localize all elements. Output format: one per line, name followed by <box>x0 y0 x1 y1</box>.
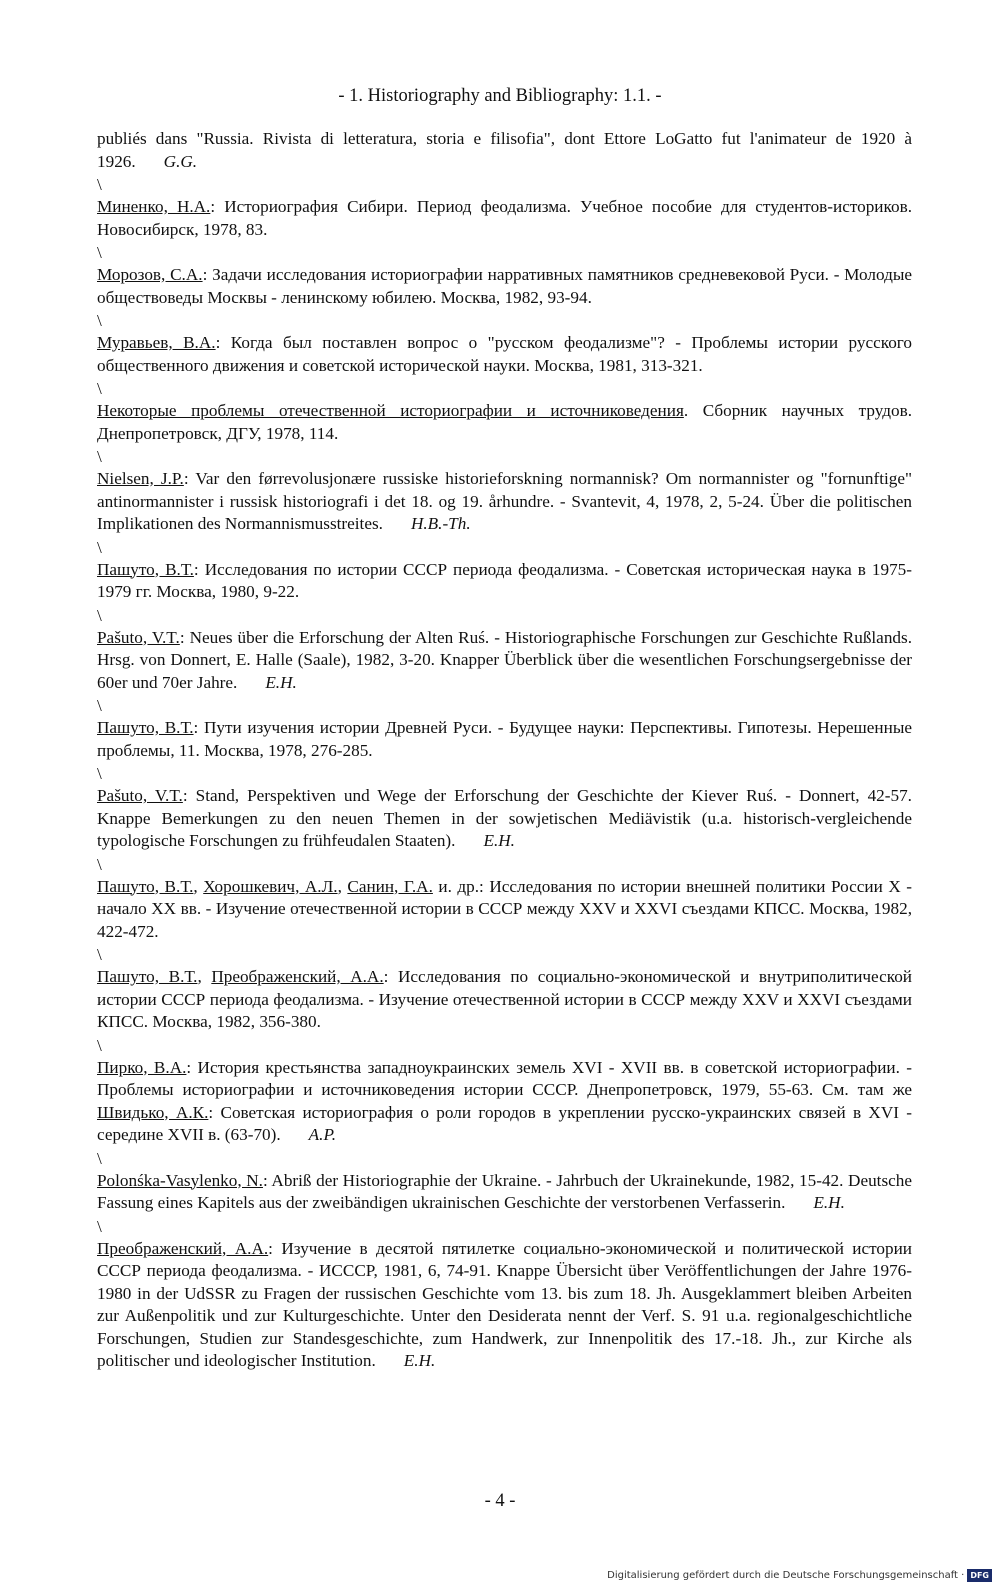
author-name: Санин, Г.А. <box>347 876 433 896</box>
author-name: Преображенский, А.А. <box>211 967 384 986</box>
author-name: Морозов, С.А. <box>97 265 203 284</box>
author-name: Хорошкевич, А.Л. <box>203 876 338 896</box>
entry-text: : Исследования по истории СССР периода феодализма. - Советская историческая наука в 1975-1979 гг. Москва, 1980, 9-22. <box>97 559 912 601</box>
credit-text: Digitalisierung gefördert durch die Deutsche Forschungsgemeinschaft · <box>607 1570 965 1581</box>
author-name: Швидько, А.К. <box>97 1102 209 1122</box>
reviewer-initials: E.H. <box>483 831 515 850</box>
bibliography-entry <box>97 966 912 1034</box>
author-name: Пашуто, В.Т. <box>97 718 194 737</box>
entry-text: publiés dans "Russia. Rivista di letteratura, storia e filisofia", dont Ettore LoGatto fut l'animateur de 1920 à 1926. <box>97 129 912 171</box>
bibliography-entry <box>97 1057 912 1147</box>
bibliography-entry <box>97 876 912 944</box>
entry-separator: \ <box>97 1148 102 1168</box>
bibliography-entry <box>97 785 912 853</box>
entry-text: : Neues über die Erforschung der Alten Ruś. - Historiographische Forschungen zur Geschichte Rußlands. Hrsg. von Donnert, E. Halle (Saale), 1982, 3-20. Knapper Überblick über die wesentlichen Forschungsergebnisse der 60er und 70er Jahre. <box>97 627 912 692</box>
author-name: Pašuto, V.T. <box>97 786 183 805</box>
page-number: - 4 - <box>484 1491 516 1511</box>
bibliography-entry <box>97 1238 912 1373</box>
entry-separator: \ <box>97 696 102 715</box>
entry-text: : Задачи исследования историографии нарративных памятников средневековой Руси. - Молодые обществоведы Москвы - ленинскому юбилею. Москва, 1982, 93-94. <box>97 265 912 307</box>
entry-text: : Изучение в десятой пятилетке социально-экономической и политической истории СССР периода феодализма. - ИССCP, 1981, 6, 74-91. Knappe Übersicht über Veröffentlichungen der Jahre 1976-1980 in der UdSSR zu Fragen der russischen Geschichte vom 13. bis zum 18. Jh. Ausgeklammert bleiben Arbeiten zur Außenpolitik und zur Kulturgeschichte. Unter den Desiderata nennt der Verf. S. 91 u.a. regionalgeschichtliche Forschungen, Studien zur Standesgeschichte, zum Handwerk, zur Innenpolitik des 17.-18. Jh., zur Kirche als politischer und ideologischer Institution. <box>97 1238 912 1370</box>
entry-separator: \ <box>97 537 102 557</box>
bibliography-entry <box>97 1170 912 1215</box>
entry-text: : Var den førrevolusjonære russiske historieforskning normannisk? Om normannister og "fornunftige" antinormannister i russisk historiografi i det 18. og 19. århundre. - Svantevit, 4, 1978, 2, 5-24. Über die politischen Implikationen des Normannismusstreites. <box>97 469 912 533</box>
reviewer-initials: A.P. <box>308 1125 337 1144</box>
bibliography-entry <box>97 627 912 695</box>
author-name: Муравьев, В.А. <box>97 333 216 352</box>
reviewer-initials: E.H. <box>403 1351 436 1370</box>
entry-separator: \ <box>97 447 102 466</box>
entry-text: и. др.: Исследования по истории внешней политики России X - начало XX вв. - Изучение отечественной истории в СССР между XXV и XXVI съездами КПСС. Москва, 1982, 422-472. <box>97 876 912 941</box>
entry-separator: \ <box>97 945 102 964</box>
reviewer-initials: G.G. <box>163 151 198 171</box>
entry-separator: \ <box>97 311 102 330</box>
author-name: Пашуто, В.Т. <box>97 559 194 579</box>
entry-separator: \ <box>97 379 102 398</box>
bibliography-entry <box>97 559 912 604</box>
author-name: Пашуто, В.Т. <box>97 876 194 896</box>
author-name: Pašuto, V.T. <box>97 627 180 647</box>
entry-text: : Советская историография о роли городов в укреплении русско-украинских связей в XVI - середине XVII в. (63-70). <box>97 1102 912 1144</box>
bibliography-entry <box>97 128 912 173</box>
digitization-credit <box>607 1569 992 1582</box>
bibliography-entry <box>97 468 912 536</box>
entry-text: , <box>193 876 204 896</box>
entry-separator: \ <box>97 243 102 262</box>
reviewer-initials: E.H. <box>265 672 297 692</box>
bibliography-entry <box>97 400 912 445</box>
author-name: Преображенский, А.А. <box>97 1238 269 1258</box>
bibliography-entry <box>97 196 912 241</box>
entry-text: : Пути изучения истории Древней Руси. - Будущее науки: Перспективы. Гипотезы. Нерешенные проблемы, 11. Москва, 1978, 276-285. <box>97 718 912 760</box>
entry-text: , <box>337 876 348 896</box>
entry-separator: \ <box>97 1035 102 1055</box>
dfg-logo: DFG <box>967 1569 992 1582</box>
reviewer-initials: H.B.-Th. <box>410 514 471 533</box>
entry-separator: \ <box>97 605 102 625</box>
entry-text: . Сборник научных трудов. Днепропетровск, ДГУ, 1978, 114. <box>97 401 913 443</box>
author-name: Polonśka-Vasylenko, N. <box>97 1170 263 1190</box>
author-name: Nielsen, J.P. <box>97 469 184 488</box>
entry-text: , <box>197 967 212 986</box>
bibliography-entry <box>97 717 912 762</box>
entry-separator: \ <box>97 854 102 874</box>
entry-text: : Исследования по социально-экономической и внутриполитической истории СССР периода феодализма. - Изучение отечественной истории в СССР между XXV и XXVI съездами КПСС. Москва, 1982, 356-380. <box>97 967 912 1031</box>
bibliography-entry <box>97 332 912 377</box>
bibliography-list <box>97 128 912 1373</box>
entry-text: : Abriß der Historiographie der Ukraine. - Jahrbuch der Ukrainekunde, 1982, 15-42. Deutsche Fassung eines Kapitels aus der zweibändigen ukrainischen Geschichte der verstorbenen Verfasserin. <box>97 1170 912 1212</box>
entry-separator: \ <box>97 764 102 783</box>
running-header: - 1. Historiography and Bibliography: 1.1. - <box>338 86 662 106</box>
author-name: Пашуто, В.Т. <box>97 967 198 986</box>
entry-text: : Когда был поставлен вопрос о "русском феодализме"? - Проблемы истории русского общественного движения и советской исторической науки. Москва, 1981, 313-321. <box>97 333 913 375</box>
author-name: Миненко, Н.А. <box>97 197 211 216</box>
entry-text: : История крестьянства западноукраинских земель XVI - XVII вв. в советской историографии. - Проблемы историографии и источниковедения истории СССР. Днепропетровск, 1979, 55-63. См. там же <box>97 1057 912 1099</box>
reviewer-initials: E.H. <box>813 1193 845 1212</box>
author-name: Пирко, В.А. <box>97 1057 187 1077</box>
entry-separator: \ <box>97 1216 102 1236</box>
entry-text: : Историография Сибири. Период феодализма. Учебное пособие для студентов-историков. Новосибирск, 1978, 83. <box>97 197 912 239</box>
entry-text: : Stand, Perspektiven und Wege der Erforschung der Geschichte der Kiever Ruś. - Donnert, 42-57. Knappe Bemerkungen zu den neuen Themen in der sowjetischen Mediävistik (u.a. historisch-vergleichende typologische Forschungen zu frühfeudalen Staaten). <box>97 786 912 850</box>
author-name: Некоторые проблемы отечественной историографии и источниковедения <box>97 401 684 420</box>
bibliography-entry <box>97 264 912 309</box>
entry-separator: \ <box>97 175 102 194</box>
